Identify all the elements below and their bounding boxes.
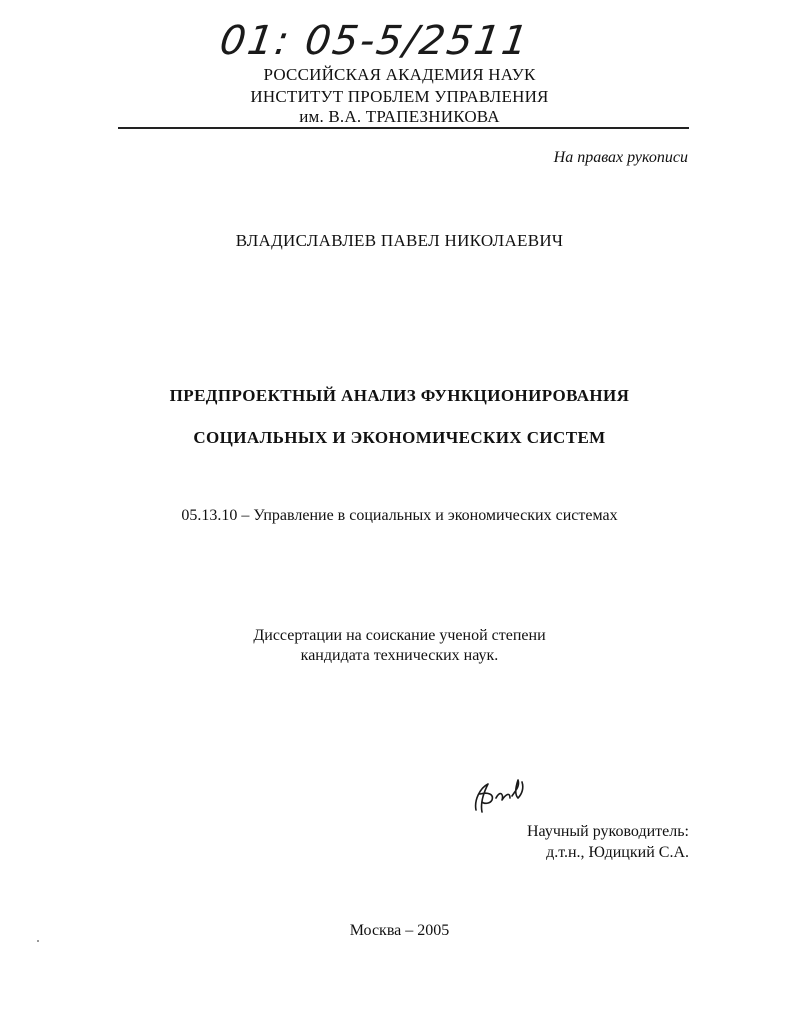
institute-named-after: им. В.А. ТРАПЕЗНИКОВА — [299, 107, 500, 126]
author-name: ВЛАДИСЛАВЛЕВ ПАВЕЛ НИКОЛАЕВИЧ — [235, 231, 564, 250]
supervisor-name: д.т.н., Юдицкий С.А. — [546, 844, 689, 861]
scan-speck — [37, 940, 39, 942]
dissertation-title-line-1: ПРЕДПРОЕКТНЫЙ АНАЛИЗ ФУНКЦИОНИРОВАНИЯ — [169, 386, 630, 405]
supervisor-label: Научный руководитель: — [526, 823, 689, 840]
degree-line-1: Диссертации на соискание ученой степени — [253, 627, 546, 644]
handwritten-number-text: 01: 05-5/2511 — [217, 18, 533, 64]
city-and-year: Москва – 2005 — [349, 922, 450, 939]
dissertation-title-line-2: СОЦИАЛЬНЫХ И ЭКОНОМИЧЕСКИХ СИСТЕМ — [193, 428, 606, 447]
manuscript-rights-note: На правах рукописи — [553, 149, 688, 166]
institute-name: ИНСТИТУТ ПРОБЛЕМ УПРАВЛЕНИЯ — [250, 87, 549, 106]
academy-name: РОССИЙСКАЯ АКАДЕМИЯ НАУК — [263, 65, 536, 84]
handwritten-signature — [466, 772, 536, 820]
header-divider — [118, 127, 689, 129]
degree-line-2: кандидата технических наук. — [300, 647, 499, 664]
specialty-code: 05.13.10 – Управление в социальных и экономических системах — [181, 507, 618, 524]
